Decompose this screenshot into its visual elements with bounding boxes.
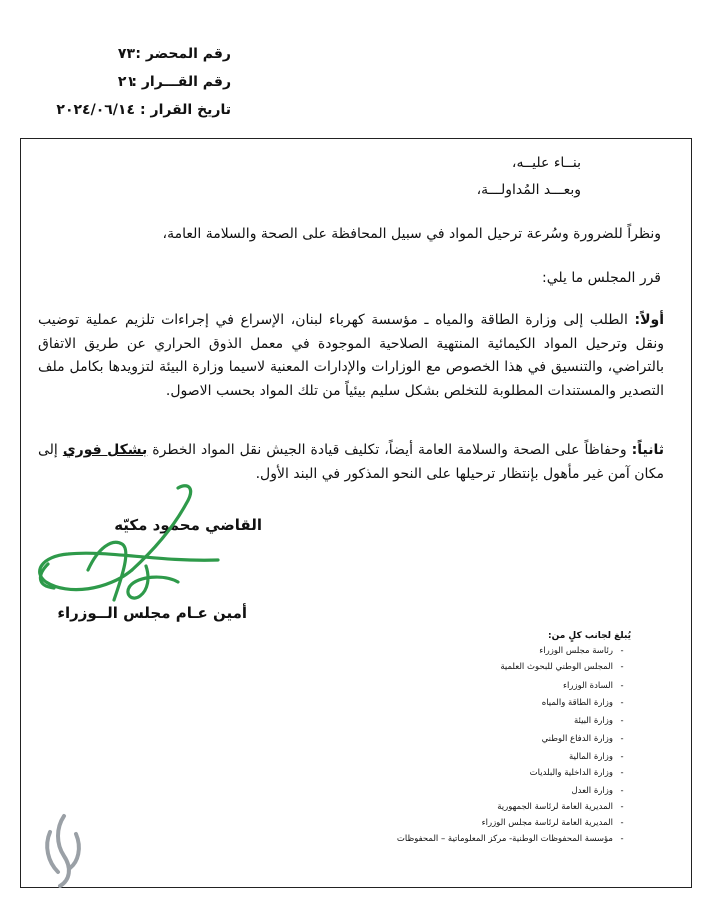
list-item: -السادة الوزراء (563, 681, 624, 691)
list-item: -المديرية العامة لرئاسة الجمهورية (497, 802, 624, 812)
opening-line-1: بنــاء عليــه، (511, 155, 581, 171)
decided-line: قرر المجلس ما يلي: (542, 270, 661, 286)
list-item: -وزارة الداخلية والبلديات (529, 768, 624, 778)
opening-line-2: وبعـــد المُداولـــة، (476, 182, 581, 198)
watermark-logo (26, 806, 96, 892)
list-item: -وزارة الدفاع الوطني (541, 734, 624, 744)
list-item: -رئاسة مجلس الوزراء (539, 646, 624, 656)
meta-minutes-number: رقم المحضر :٧٣ (117, 46, 231, 62)
list-item: -مؤسسة المحفوظات الوطنية- مركز المعلوماتية – المحفوظات (396, 834, 624, 844)
article-one (38, 309, 664, 403)
meta-decision-number: رقم القـــرار :٢١ (117, 74, 231, 90)
whereas-line: ونظراً للضرورة وسُرعة ترحيل المواد في سبيل المحافظة على الصحة والسلامة العامة، (162, 226, 661, 242)
article-two-text-a: وحفاظاً على الصحة والسلامة العامة أيضاً، تكليف قيادة الجيش نقل المواد الخطرة (147, 442, 632, 458)
list-item: -وزارة الطاقة والمياه (541, 698, 624, 708)
meta-decision-date: تاريخ القرار :٢٠٢٤/٠٦/١٤ (56, 102, 231, 118)
article-one-label: أولاً: (634, 312, 664, 328)
list-item: -وزارة المالية (569, 752, 624, 762)
handwritten-signature (28, 478, 238, 613)
list-item: -وزارة العدل (571, 786, 624, 796)
article-two-emphasis: بشكل فوري (62, 442, 148, 458)
list-item: -وزارة البيئة (573, 716, 624, 726)
signer-name: القاضي محمود مكيّه (114, 516, 262, 534)
article-two-text-b: إلى مكان آمن غير مأهول بإنتظار ترحيلها على النحو المذكور في البند الأول. (38, 442, 664, 482)
article-two-label: ثانياً: (631, 442, 665, 458)
list-item: -المديرية العامة لرئاسة مجلس الوزراء (481, 818, 624, 828)
distribution-heading: يُبلغ لجانب كلٍ من: (548, 631, 631, 641)
signer-title: أمين عـام مجلس الــوزراء (57, 604, 247, 622)
list-item: -المجلس الوطني للبحوث العلمية (500, 662, 624, 672)
article-one-text: الطلب إلى وزارة الطاقة والمياه ـ مؤسسة كهرباء لبنان، الإسراع في إجراءات تلزيم عملية توضيب ونقل وترحيل المواد الكيمائية المنتهية الصلاحية الموجودة في معمل الذوق الحراري عن طريق الاتفاق بالتراضي، والتنسيق في هذا الخصوص مع الوزارات والإدارات المعنية لاسيما وزارة البيئة لتزويدها بكامل ملف التصدير والمستندات المطلوبة للتخلص بشكل سليم بيئياً من تلك المواد بحسب الاصول. (38, 312, 664, 399)
